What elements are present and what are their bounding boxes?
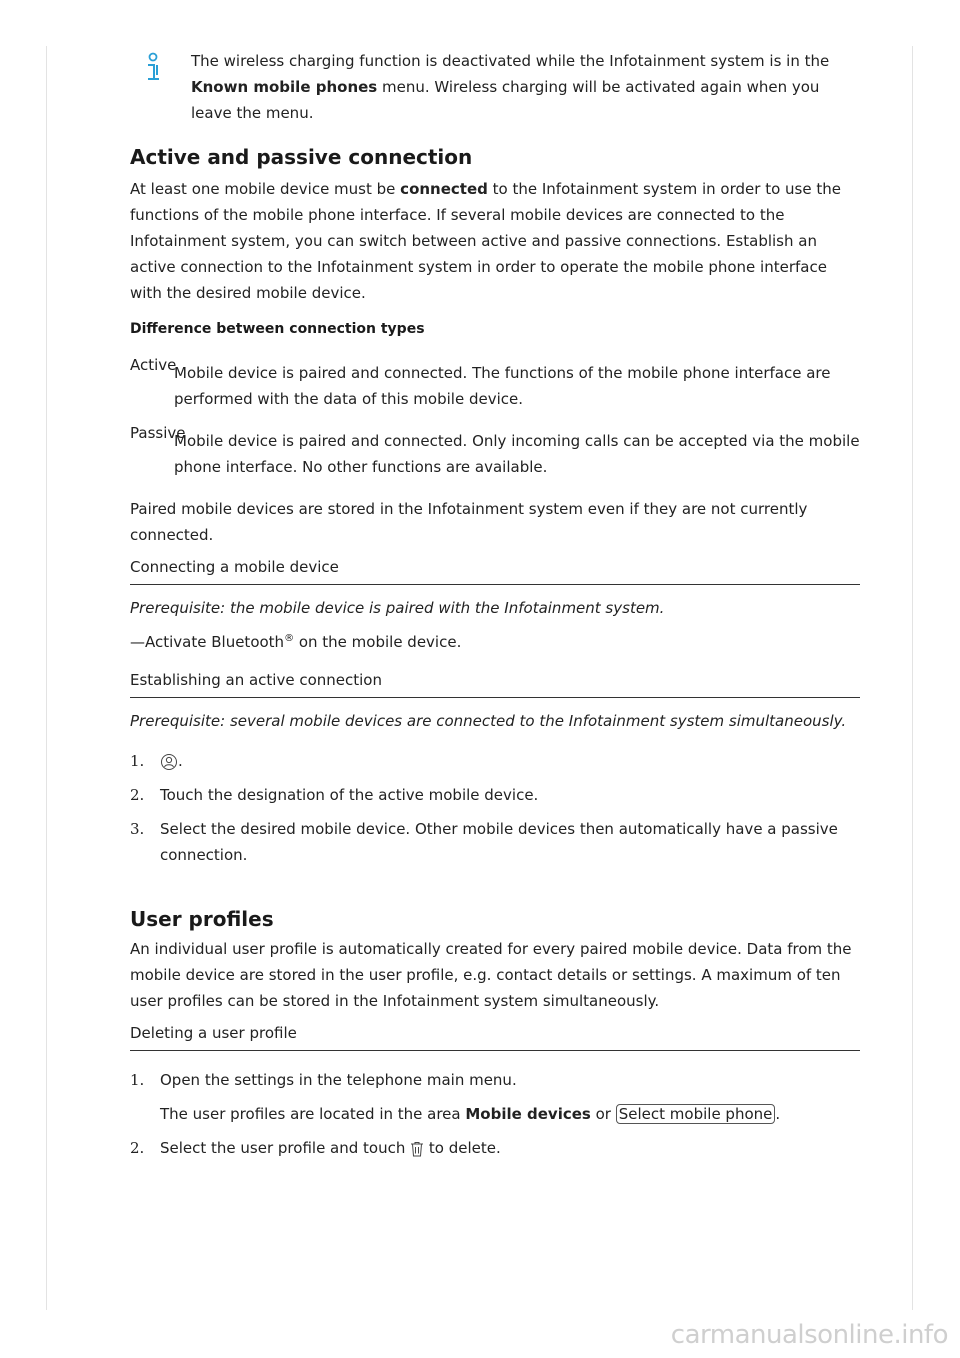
delete-profile-label: Deleting a user profile	[130, 1022, 860, 1051]
intro-paragraph: At least one mobile device must be connected to the Infotainment system in order to use the functions of the mobile phone interface. If several mobile devices are connected to the Infotainment system, you can switch between active and passive connections. Establish an active connection to the Infotainment system in order to operate the mobile phone interface with the desired mobile device.	[130, 180, 841, 302]
connecting-prerequisite: Prerequisite: the mobile device is paired with the Infotainment system.	[130, 599, 665, 617]
definition-active	[130, 356, 860, 412]
definition-passive	[130, 424, 860, 480]
note-text: The wireless charging function is deactivated while the Infotainment system is in the Known mobile phones menu. Wireless charging will be activated again when you leave the menu.	[191, 52, 830, 122]
definition-passive-text: Mobile device is paired and connected. Only incoming calls can be accepted via the mobile phone interface. No other functions are available.	[174, 432, 860, 476]
trash-icon[interactable]	[410, 1141, 424, 1157]
active-steps	[130, 748, 860, 868]
term-passive: Passive	[130, 424, 186, 442]
connecting-label: Connecting a mobile device	[130, 556, 860, 585]
delete-step-2: 2. Select the user profile and touch to delete.	[130, 1139, 501, 1157]
user-profiles-intro: An individual user profile is automatically created for every paired mobile device. Data from the mobile device are stored in the user profile, e.g. contact details or settings. A maximum of ten user profiles can be stored in the Infotainment system simultaneously.	[130, 940, 852, 1010]
left-margin-line	[46, 46, 47, 1310]
connecting-step: —Activate Bluetooth® on the mobile device.	[130, 633, 462, 651]
info-icon	[143, 52, 163, 84]
definition-active-text: Mobile device is paired and connected. The functions of the mobile phone interface are performed with the data of this mobile device.	[174, 364, 831, 408]
delete-steps	[130, 1067, 860, 1161]
user-profile-icon[interactable]	[160, 753, 178, 771]
step-3: 3. Select the desired mobile device. Other mobile devices then automatically have a passive connection.	[130, 820, 838, 864]
term-active: Active	[130, 356, 177, 374]
delete-step-1-sub: The user profiles are located in the area Mobile devices or Select mobile phone .	[160, 1105, 781, 1123]
select-mobile-phone-button[interactable]: Select mobile phone	[616, 1104, 776, 1124]
page-content	[130, 48, 860, 1161]
watermark: carmanualsonline.info	[670, 1320, 948, 1350]
right-margin-line	[912, 46, 913, 1310]
heading-active-passive: Active and passive connection	[130, 145, 473, 169]
delete-step-1: 1. Open the settings in the telephone main menu. The user profiles are located in the area Mobile devices or Select mobile phone .	[130, 1067, 860, 1127]
definition-list	[130, 356, 860, 480]
heading-user-profiles: User profiles	[130, 907, 274, 931]
info-note	[0, 48, 851, 126]
step-1: 1. .	[130, 752, 183, 770]
step-2: 2. Touch the designation of the active mobile device.	[130, 786, 539, 804]
active-connection-label: Establishing an active connection	[130, 669, 860, 698]
subheading-difference: Difference between connection types	[130, 321, 425, 337]
stored-paragraph: Paired mobile devices are stored in the Infotainment system even if they are not currently connected.	[130, 500, 808, 544]
active-prerequisite: Prerequisite: several mobile devices are connected to the Infotainment system simultaneously.	[130, 712, 847, 730]
